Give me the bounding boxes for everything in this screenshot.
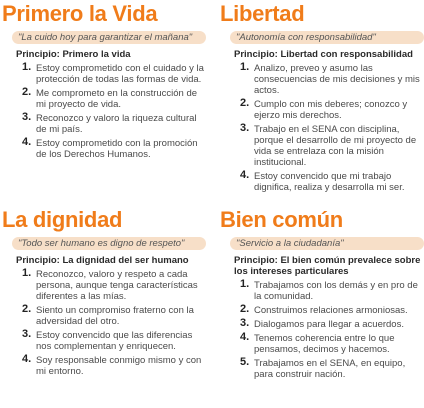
list-item: [22, 113, 206, 135]
section-title: Primero la Vida: [2, 1, 158, 26]
item-text: Me comprometo en la construcción de mi proyecto de vida.: [36, 88, 198, 110]
item-number: 4.: [240, 169, 250, 181]
item-text: Estoy comprometido con la promoción de los Derechos Humanos.: [36, 138, 198, 160]
list-item: [240, 280, 424, 302]
item-text: Analizo, preveo y asumo las consecuencias de mis decisiones y mis actos.: [254, 63, 420, 96]
item-number: 3.: [240, 317, 250, 329]
item-number: 2.: [240, 97, 250, 109]
tagline: "Autonomía con responsabilidad": [230, 31, 424, 44]
panel-la-dignidad: [0, 206, 206, 380]
panel-bien-comun: [218, 206, 424, 383]
item-text: Cumplo con mis deberes; conozco y ejerzo mis derechos.: [254, 99, 408, 121]
item-text: Estoy convencido que mi trabajo dignifica, realiza y desarrolla mi ser.: [254, 171, 405, 193]
item-text: Estoy comprometido con el cuidado y la protección de todas las formas de vida.: [36, 63, 204, 85]
list-item: [22, 355, 206, 377]
list-item: [240, 305, 424, 316]
list-item: [22, 330, 206, 352]
section-title: Bien común: [220, 207, 343, 232]
tagline: "La cuido hoy para garantizar el mañana": [12, 31, 206, 44]
principle-heading: Principio: Libertad con responsabilidad: [234, 49, 413, 60]
item-number: 2.: [240, 303, 250, 315]
section-title: La dignidad: [2, 207, 123, 232]
item-number: 1.: [240, 61, 250, 73]
list-item: [22, 269, 206, 302]
tagline: "Servicio a la ciudadanía": [230, 237, 424, 250]
list-item: [240, 319, 424, 330]
list-item: [240, 99, 424, 121]
list-item: [22, 138, 206, 160]
item-text: Siento un compromiso fraterno con la adversidad del otro.: [36, 305, 194, 327]
item-text: Trabajamos en el SENA, en equipo, para construir nación.: [254, 358, 406, 380]
item-number: 5.: [240, 356, 250, 368]
item-number: 1.: [22, 61, 32, 73]
item-text: Reconozco y valoro la riqueza cultural de mi país.: [36, 113, 197, 135]
item-number: 3.: [22, 328, 32, 340]
item-text: Trabajo en el SENA con disciplina, porque el desarrollo de mi proyecto de vida se entrelaza con la misión institucional.: [254, 124, 417, 168]
item-text: Soy responsable conmigo mismo y con mi entorno.: [36, 355, 202, 377]
item-text: Reconozco, valoro y respeto a cada persona, aunque tenga características diferentes a las mías.: [36, 269, 198, 302]
list-item: [22, 305, 206, 327]
principle-list: [218, 63, 424, 193]
list-item: [240, 124, 424, 168]
principle-heading: Principio: El bien común prevalece sobre los intereses particulares: [234, 255, 421, 277]
item-text: Tenemos coherencia entre lo que pensamos, decimos y hacemos.: [254, 333, 395, 355]
list-item: [22, 88, 206, 110]
item-number: 4.: [22, 136, 32, 148]
item-number: 1.: [240, 278, 250, 290]
item-text: Trabajamos con los demás y en pro de la comunidad.: [254, 280, 418, 302]
panel-primero-la-vida: [0, 0, 206, 163]
item-text: Estoy convencido que las diferencias nos complementan y enriquecen.: [36, 330, 193, 352]
principle-heading: Principio: Primero la vida: [16, 49, 131, 60]
principle-list: [0, 269, 206, 377]
section-title: Libertad: [220, 1, 305, 26]
item-text: Construimos relaciones armoniosas.: [254, 305, 408, 316]
list-item: [240, 333, 424, 355]
principle-heading: Principio: La dignidad del ser humano: [16, 255, 189, 266]
item-number: 4.: [22, 353, 32, 365]
panel-libertad: [218, 0, 424, 196]
item-number: 1.: [22, 267, 32, 279]
item-number: 2.: [22, 303, 32, 315]
list-item: [22, 63, 206, 85]
principle-list: [0, 63, 206, 160]
list-item: [240, 171, 424, 193]
principle-list: [218, 280, 424, 380]
item-text: Dialogamos para llegar a acuerdos.: [254, 319, 404, 330]
tagline: "Todo ser humano es digno de respeto": [12, 237, 206, 250]
list-item: [240, 63, 424, 96]
item-number: 2.: [22, 86, 32, 98]
item-number: 3.: [240, 122, 250, 134]
list-item: [240, 358, 424, 380]
item-number: 4.: [240, 331, 250, 343]
item-number: 3.: [22, 111, 32, 123]
